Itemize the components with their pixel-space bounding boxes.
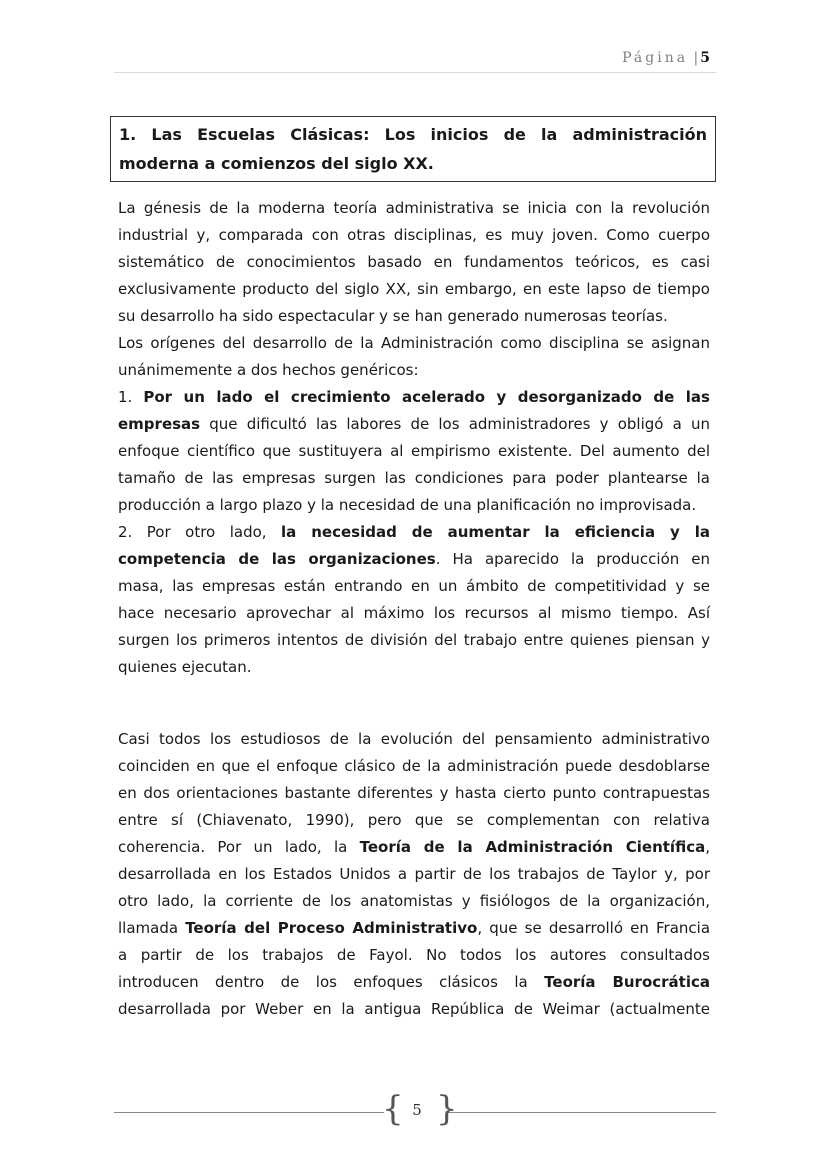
item-2-rest: . Ha aparecido la producción en <box>435 550 711 568</box>
page-header <box>114 48 716 73</box>
paragraph-3-line: otro lado, la corriente de los anatomistas y fisiólogos de la organización, <box>118 892 710 910</box>
paragraph-1-line: exclusivamente producto del siglo XX, sin embargo, en este lapso de tiempo <box>118 280 710 298</box>
p3-l8-bold: Teoría del Proceso Administrativo <box>185 919 478 937</box>
item-1-line: producción a largo plazo y la necesidad de una planificación no improvisada. <box>118 496 697 514</box>
body-text-block-2 <box>118 726 710 1023</box>
body-text-block-1 <box>118 195 710 681</box>
p3-l5-post: , <box>705 838 710 856</box>
page-header-number: 5 <box>700 50 710 66</box>
item-2-line <box>118 519 710 546</box>
section-heading-line-2: moderna a comienzos del siglo XX. <box>119 154 434 173</box>
page-header-separator: | <box>693 50 699 66</box>
paragraph-3-line: Casi todos los estudiosos de la evolución del pensamiento administrativo <box>118 730 710 748</box>
item-1-bold-b: empresas <box>118 415 201 433</box>
paragraph-3-line: desarrollada por Weber en la antigua República de Weimar (actualmente <box>118 1000 710 1018</box>
paragraph-1-line: La génesis de la moderna teoría administrativa se inicia con la revolución <box>118 199 710 217</box>
paragraph-1-line: sistemático de conocimientos basado en fundamentos teóricos, es casi <box>118 253 710 271</box>
footer-page-number: 5 <box>412 1101 422 1119</box>
item-1-rest: que dificultó las labores de los administradores y obligó a un <box>200 415 710 433</box>
paragraph-3-line: en dos orientaciones bastante diferentes y hasta cierto punto contrapuestas <box>118 784 710 802</box>
section-heading-line-1: 1. Las Escuelas Clásicas: Los inicios de la administración <box>119 125 707 144</box>
item-2-bold-b: competencia de las organizaciones <box>118 550 436 568</box>
item-2-line: surgen los primeros intentos de división del trabajo entre quienes piensan y <box>118 631 710 649</box>
item-1-line <box>118 384 710 411</box>
p3-l8-pre: llamada <box>118 919 186 937</box>
item-2-line: hace necesario aprovechar al máximo los recursos al mismo tiempo. Así <box>118 604 710 622</box>
paragraph-1-line: industrial y, comparada con otras disciplinas, es muy joven. Como cuerpo <box>118 226 710 244</box>
item-2-line <box>118 546 710 573</box>
footer-rule-right <box>446 1112 716 1113</box>
paragraph-3-line: desarrollada en los Estados Unidos a partir de los trabajos de Taylor y, por <box>118 865 710 883</box>
item-1-line: tamaño de las empresas surgen las condiciones para poder plantearse la <box>118 469 710 487</box>
paragraph-3-line <box>118 834 710 861</box>
page-header-label: Página <box>622 50 689 66</box>
paragraph-3-line <box>118 969 710 996</box>
paragraph-3-line: coinciden en que el enfoque clásico de la administración puede desdoblarse <box>118 757 710 775</box>
p3-l5-pre: coherencia. Por un lado, la <box>118 838 360 856</box>
paragraph-3-line <box>118 915 710 942</box>
item-2-bold-a: la necesidad de aumentar la eficiencia y la <box>281 523 710 541</box>
item-1-line <box>118 411 710 438</box>
paragraph-1-line: su desarrollo ha sido espectacular y se han generado numerosas teorías. <box>118 307 668 325</box>
p3-l10-bold: Teoría Burocrática <box>544 973 710 991</box>
item-2-prefix: 2. Por otro lado, <box>118 523 282 541</box>
paragraph-2-line: Los orígenes del desarrollo de la Administración como disciplina se asignan <box>118 334 710 352</box>
section-heading <box>110 116 716 182</box>
paragraph-2-line: unánimemente a dos hechos genéricos: <box>118 361 419 379</box>
p3-l5-bold: Teoría de la Administración Científica <box>359 838 706 856</box>
footer-brace-left: { <box>382 1089 404 1129</box>
footer-brace-right: } <box>436 1089 458 1129</box>
p3-l8-post: , que se desarrolló en Francia <box>477 919 711 937</box>
item-2-line: masa, las empresas están entrando en un ámbito de competitividad y se <box>118 577 710 595</box>
paragraph-3-line: a partir de los trabajos de Fayol. No todos los autores consultados <box>118 946 710 964</box>
item-2-line: quienes ejecutan. <box>118 658 252 676</box>
item-1-line: enfoque científico que sustituyera al empirismo existente. Del aumento del <box>118 442 710 460</box>
p3-l10-pre: introducen dentro de los enfoques clásicos la <box>118 973 545 991</box>
page-footer <box>114 1089 716 1131</box>
paragraph-3-line: entre sí (Chiavenato, 1990), pero que se complementan con relativa <box>118 811 710 829</box>
item-1-bold-a: Por un lado el crecimiento acelerado y desorganizado de las <box>143 388 710 406</box>
page-header-text <box>622 50 710 66</box>
item-1-prefix: 1. <box>118 388 144 406</box>
footer-rule-left <box>114 1112 384 1113</box>
